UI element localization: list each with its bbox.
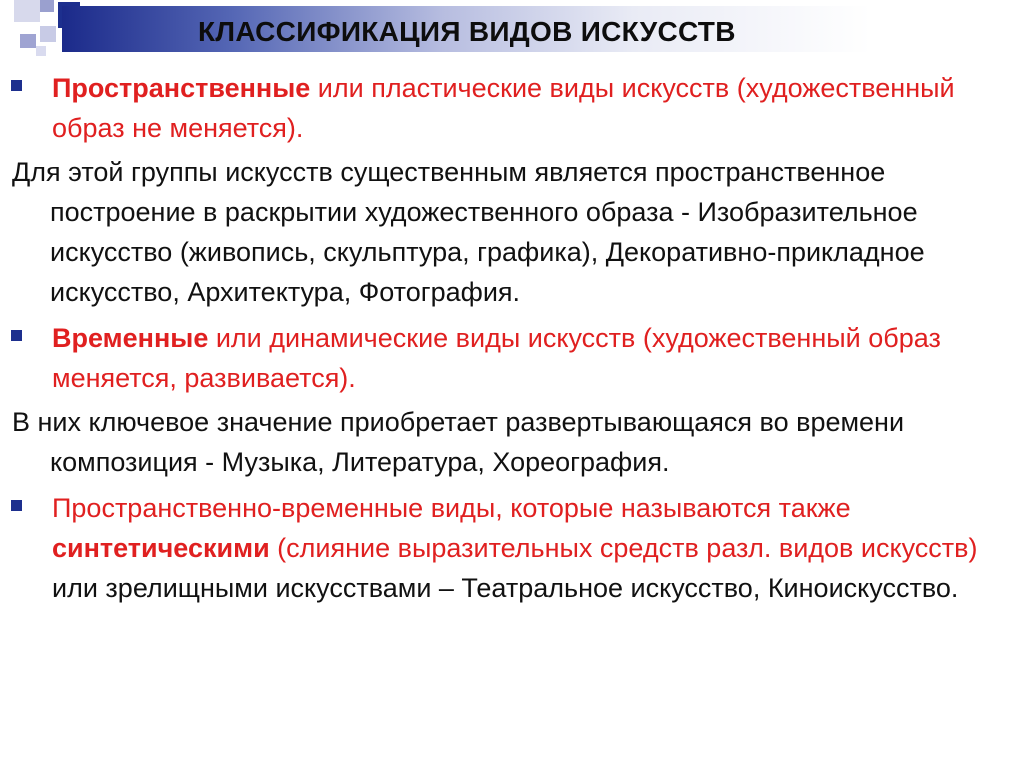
square-bullet-icon xyxy=(11,330,22,341)
term-synthetic: синтетическими xyxy=(52,533,270,563)
bullet-spatiotemporal xyxy=(52,488,1004,608)
bullet-text: Пространственно-временные виды, которые называются также xyxy=(52,493,851,523)
paragraph-temporal: В них ключевое значение приобретает развертывающаяся во времени композиция - Музыка, Литература, Хореография. xyxy=(12,407,905,477)
bullet-text: или динамические виды искусств (художественный образ меняется, развивается). xyxy=(52,323,941,393)
decor-square xyxy=(20,34,36,48)
decor-square xyxy=(36,46,46,56)
slide-content xyxy=(0,62,1024,608)
term-temporal: Временные xyxy=(52,323,209,353)
bullet-text: (слияние выразительных средств разл. видов искусств) xyxy=(269,533,978,563)
square-bullet-icon xyxy=(11,80,22,91)
bullet-text: или пластические виды искусств (художественный образ не меняется). xyxy=(52,73,955,143)
square-bullet-icon xyxy=(11,500,22,511)
term-spatial: Пространственные xyxy=(52,73,311,103)
decor-square xyxy=(14,0,40,22)
bullet-spatial xyxy=(52,68,1004,148)
bullet-temporal xyxy=(52,318,1004,398)
bullet-text: или зрелищными искусствами – Театральное искусство, Киноискусство. xyxy=(52,573,959,603)
paragraph-spatial: Для этой группы искусств существенным является пространственное построение в раскрытии художественного образа - Изобразительное искусство (живопись, скульптура, графика), Декоративно-прикладное искусство, Архитектура, Фотография. xyxy=(12,157,925,307)
page-title: КЛАССИФИКАЦИЯ ВИДОВ ИСКУССТВ xyxy=(198,16,736,47)
decor-square xyxy=(40,0,54,12)
decor-square xyxy=(40,26,56,42)
